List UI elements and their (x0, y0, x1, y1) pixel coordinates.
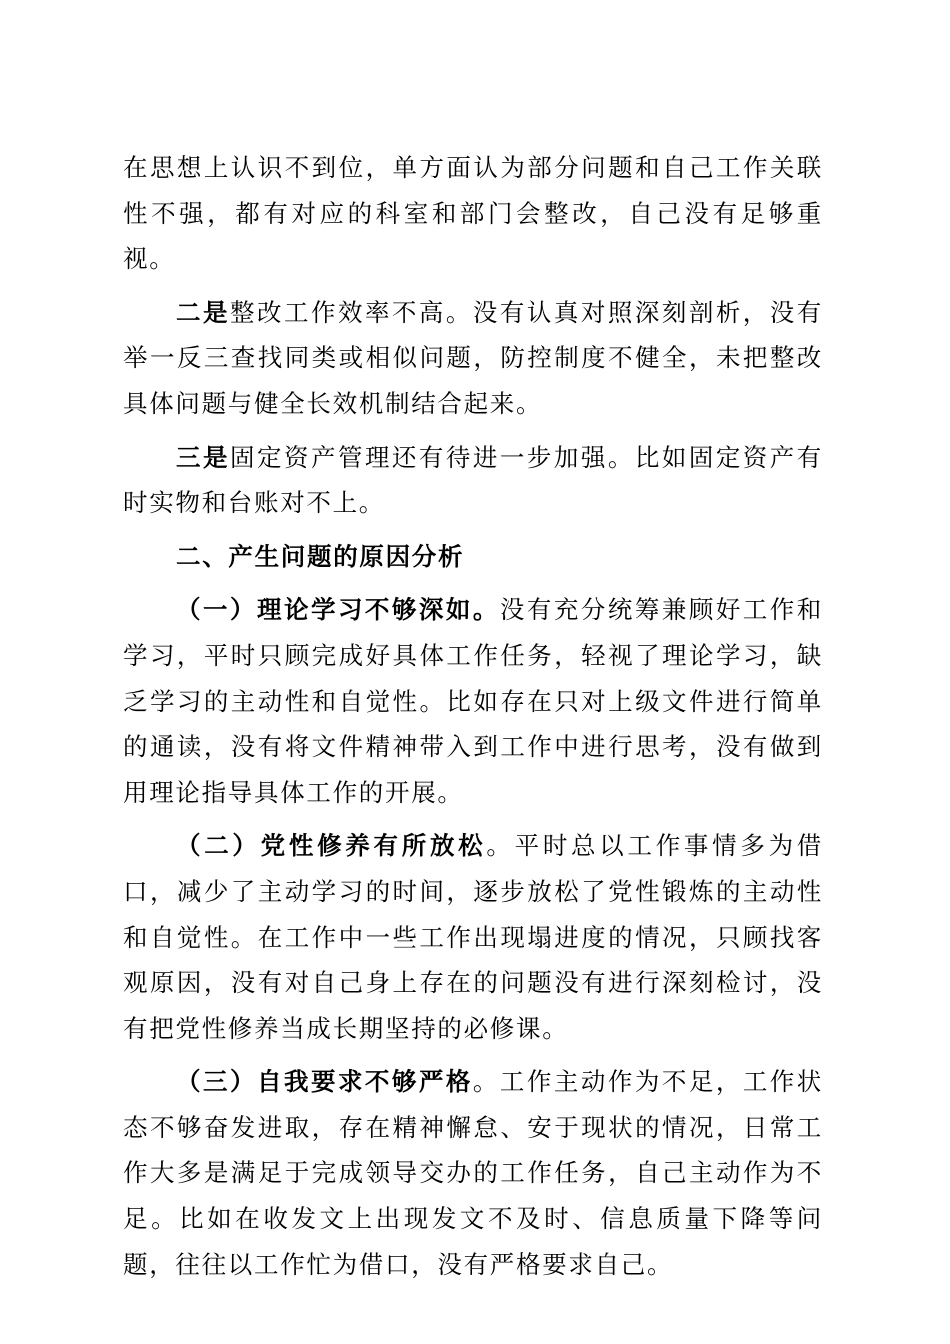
paragraph-issue-two (123, 290, 823, 427)
paragraph-lead: 二是 (176, 297, 230, 327)
paragraph-cause-three (123, 1059, 823, 1287)
paragraph-continuation (123, 145, 823, 282)
paragraph-lead: （一）理论学习不够深如。 (176, 595, 500, 625)
document-page (123, 145, 823, 1287)
paragraph-lead: （三）自我要求不够严格 (176, 1067, 473, 1097)
paragraph-cause-one (123, 587, 823, 815)
paragraph-issue-three (123, 435, 823, 526)
paragraph-cause-two (123, 823, 823, 1051)
section-heading-text: 二、产生问题的原因分析 (176, 541, 465, 571)
paragraph-text: 在思想上认识不到位，单方面认为部分问题和自己工作关联性不强，都有对应的科室和部门会整改，自己没有足够重视。 (123, 153, 823, 274)
paragraph-text: 整改工作效率不高。没有认真对照深刻剖析，没有举一反三查找同类或相似问题，防控制度不健全，未把整改具体问题与健全长效机制结合起来。 (123, 297, 823, 418)
paragraph-text: 。平时总以工作事情多为借口，减少了主动学习的时间，逐步放松了党性锻炼的主动性和自觉性。在工作中一些工作出现塌进度的情况，只顾找客观原因，没有对自己身上存在的问题没有进行深刻检讨，没有把党性修养当成长期坚持的必修课。 (123, 831, 824, 1043)
paragraph-lead: （二）党性修养有所放松 (176, 831, 487, 861)
paragraph-lead: 三是 (176, 442, 230, 472)
paragraph-text: 。工作主动作为不足，工作状态不够奋发进取，存在精神懈怠、安于现状的情况，日常工作大多是满足于完成领导交办的工作任务，自己主动作为不足。比如在收发文上出现发文不及时、信息质量下降等问题，往往以工作忙为借口，没有严格要求自己。 (123, 1067, 823, 1279)
paragraph-text: 固定资产管理还有待进一步加强。比如固定资产有时实物和台账对不上。 (123, 442, 823, 518)
paragraph-text: 没有充分统筹兼顾好工作和学习，平时只顾完成好具体工作任务，轻视了理论学习，缺乏学习的主动性和自觉性。比如存在只对上级文件进行简单的通读，没有将文件精神带入到工作中进行思考，没有做到用理论指导具体工作的开展。 (123, 595, 823, 807)
section-heading (123, 534, 823, 580)
